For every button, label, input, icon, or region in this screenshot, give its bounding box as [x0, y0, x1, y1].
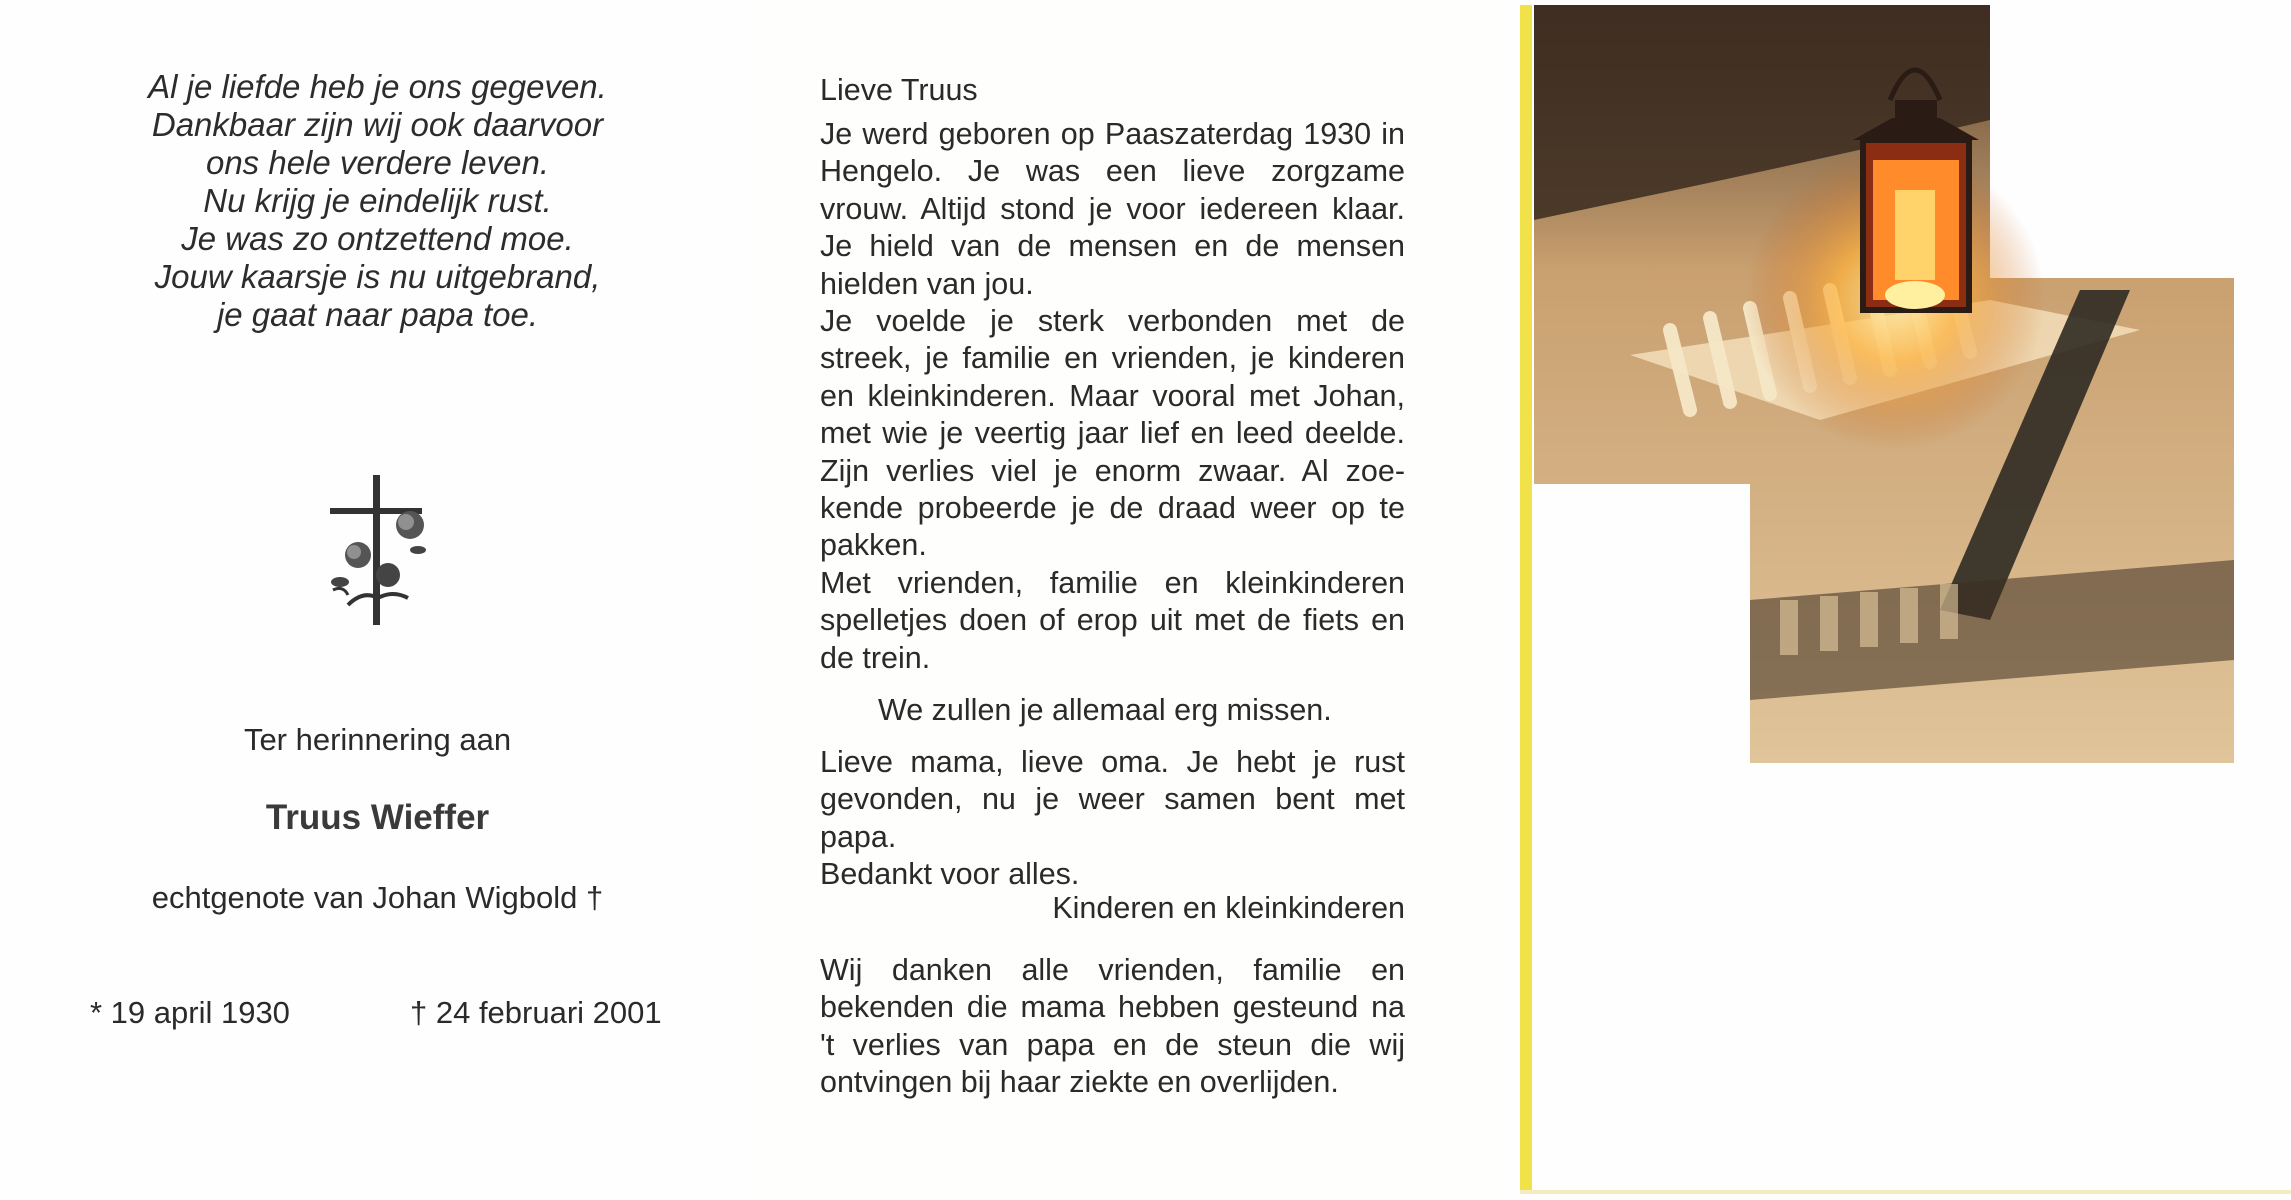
birth-date: * 19 april 1930	[90, 995, 290, 1030]
poem	[0, 68, 755, 334]
letter-closing: We zullen je allemaal erg missen.	[878, 693, 1332, 727]
mama-paragraph: Bedankt voor alles.	[820, 857, 1080, 892]
poem-line: ons hele verdere leven.	[205, 144, 550, 181]
memorial-intro: Ter herinnering aan	[243, 722, 512, 757]
spouse-line: echtgenote van Johan Wigbold †	[151, 880, 604, 915]
poem-line: Jouw kaarsje is nu uitgebrand,	[154, 258, 601, 295]
cross-with-rose-icon	[318, 470, 438, 630]
letter-paragraph: Je werd geboren op Paaszaterdag 1930 in Hengelo. Je was een lieve zorgzame vrouw. Altijd stond je voor iedereen klaar. Je hield van de mensen en de mensen hielden van jou.	[820, 117, 1405, 301]
lantern-photo	[1520, 0, 2291, 1200]
left-panel	[0, 0, 755, 1200]
poem-line: Nu krijg je eindelijk rust.	[203, 182, 552, 219]
thanks-paragraph: Wij danken alle vrienden, familie en bekenden die mama hebben gesteund na 't verlies van papa en de steun die wij ontvingen bij haar ziekte en overlijden.	[820, 953, 1405, 1100]
letter-paragraph: Met vrienden, familie en kleinkinderen spelletjes doen of erop uit met de fiets en de trein.	[820, 565, 1405, 675]
mama-paragraph: Lieve mama, lieve oma. Je hebt je rust gevonden, nu je weer samen bent met papa.	[820, 745, 1405, 854]
letter-paragraph: Je voelde je sterk verbonden met de streek, je familie en vrienden, je kinderen en kleinkinderen. Maar vooral met Johan, met wie je veertig jaar lief en leed deelde. Zijn verlies viel je enorm zwaar. Al zoe-kende probeerde je de draad weer op te pakken.	[820, 304, 1405, 563]
poem-line: je gaat naar papa toe.	[216, 296, 539, 333]
letter-body	[820, 116, 1405, 677]
death-date: † 24 februari 2001	[410, 995, 662, 1030]
letter-greeting: Lieve Truus	[820, 73, 978, 107]
mama-block	[820, 744, 1405, 894]
letter-signature: Kinderen en kleinkinderen	[1052, 891, 1405, 925]
deceased-name: Truus Wieffer	[265, 798, 490, 837]
poem-line: Je was zo ontzettend moe.	[181, 220, 574, 257]
poem-line: Al je liefde heb je ons gegeven.	[148, 68, 607, 105]
poem-line: Dankbaar zijn wij ook daarvoor	[151, 106, 604, 143]
